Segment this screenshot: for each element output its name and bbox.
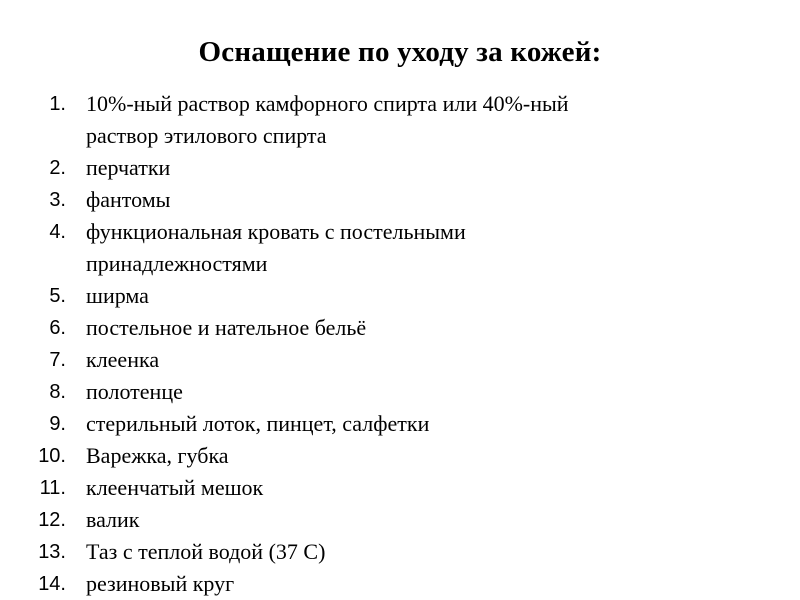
list-item	[0, 472, 800, 504]
list-item-text-line: полотенце	[86, 379, 183, 404]
list-item-number: 9.	[49, 413, 66, 435]
list-item-text-line: постельное и нательное бельё	[86, 315, 367, 340]
list-item-number: 3.	[49, 189, 66, 211]
list-item-text-line: Таз с теплой водой (37 С)	[86, 539, 326, 564]
list-item	[0, 216, 800, 280]
list-item-text-line: валик	[86, 507, 140, 532]
list-item-number: 10.	[38, 445, 66, 467]
list-item	[0, 568, 800, 600]
list-item-number: 12.	[38, 509, 66, 531]
list-item-text-line: перчатки	[86, 155, 171, 180]
list-item-text-line: клеенка	[86, 347, 160, 372]
list-item-text-line: Варежка, губка	[86, 443, 229, 468]
list-item	[0, 312, 800, 344]
list-item-text-line: раствор этилового спирта	[86, 123, 327, 148]
list-item-number: 1.	[49, 93, 66, 115]
list-item	[0, 376, 800, 408]
list-item-text-line: ширма	[86, 283, 149, 308]
list-item-number: 14.	[38, 573, 66, 595]
list-item	[0, 504, 800, 536]
list-item	[0, 88, 800, 152]
list-item-text-line: фантомы	[86, 187, 171, 212]
list-item-number: 4.	[49, 221, 66, 243]
list-item	[0, 344, 800, 376]
list-item	[0, 536, 800, 568]
list-item-text-line: принадлежностями	[86, 251, 268, 276]
list-item	[0, 408, 800, 440]
list-item-number: 13.	[38, 541, 66, 563]
list-item-number: 8.	[49, 381, 66, 403]
list-item	[0, 280, 800, 312]
list-item-number: 7.	[49, 349, 66, 371]
list-item	[0, 152, 800, 184]
list-item-number: 6.	[49, 317, 66, 339]
list-item	[0, 184, 800, 216]
list-item-text-line: 10%-ный раствор камфорного спирта или 40%-ный	[86, 91, 569, 116]
page-title: Оснащение по уходу за кожей:	[198, 36, 602, 68]
list-item-text-line: резиновый круг	[86, 571, 235, 596]
list-item-number: 2.	[49, 157, 66, 179]
equipment-list	[0, 88, 800, 600]
list-item-text-line: стерильный лоток, пинцет, салфетки	[86, 411, 430, 436]
list-item-number: 11.	[39, 477, 66, 499]
list-item-text-line: клеенчатый мешок	[86, 475, 264, 500]
list-item-number: 5.	[49, 285, 66, 307]
list-item-text-line: функциональная кровать с постельными	[86, 219, 466, 244]
list-item	[0, 440, 800, 472]
